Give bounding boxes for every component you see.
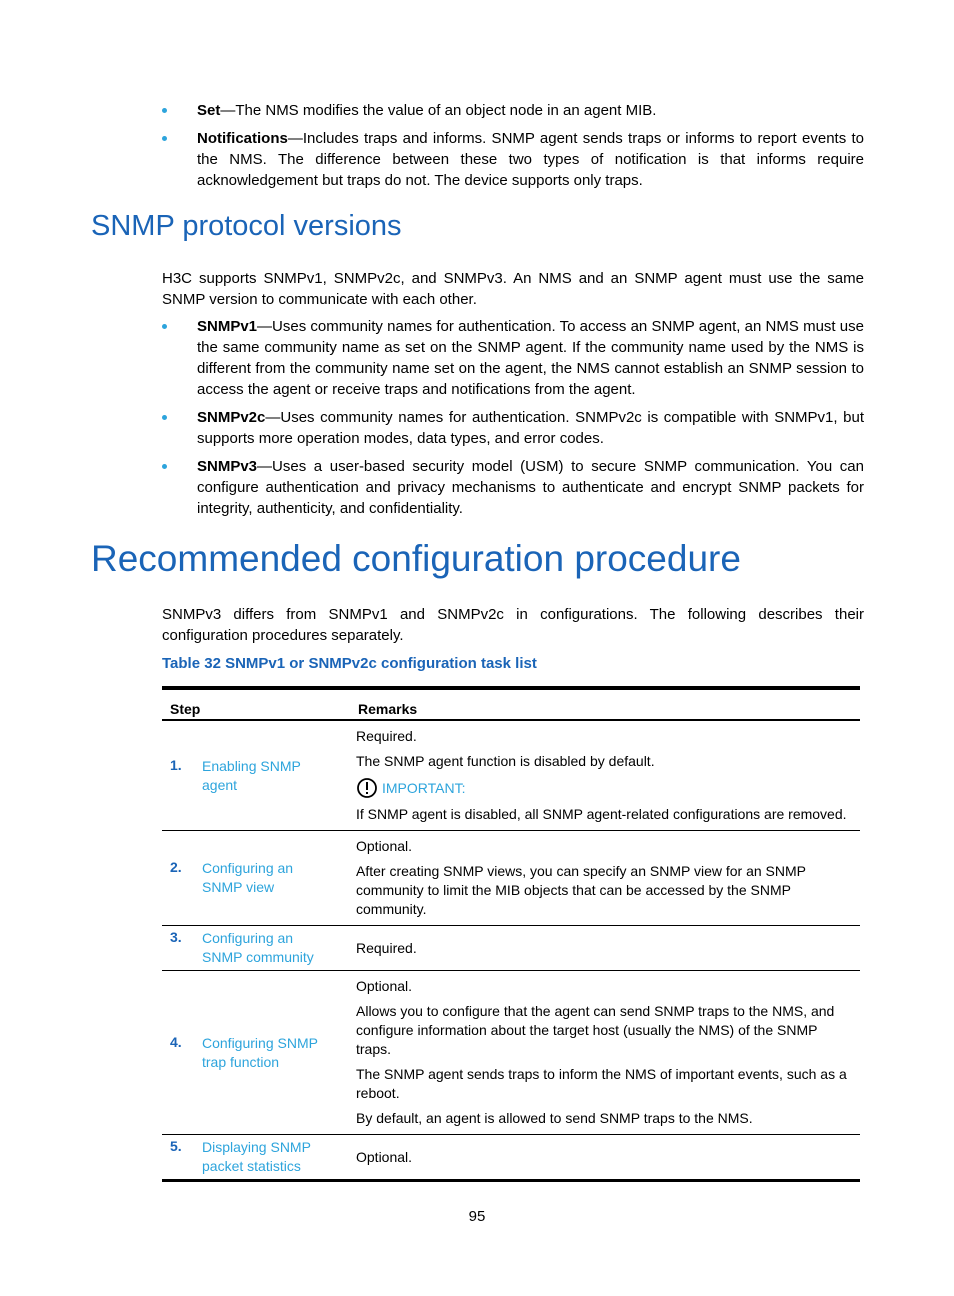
remark-text: Optional.: [356, 1148, 413, 1165]
bullet-term: SNMPv2c: [197, 409, 266, 426]
section2-intro: SNMPv3 differs from SNMPv1 and SNMPv2c in configurations. The following describes their configuration procedures separately.: [162, 606, 864, 644]
remark-text: The SNMP agent sends traps to inform the NMS of important events, such as a reboot.: [356, 1066, 847, 1101]
link-line: Enabling SNMP: [202, 757, 301, 774]
bullet-dot-icon: [162, 108, 167, 113]
table-row: [162, 720, 860, 831]
step-number: 3.: [170, 929, 182, 945]
bullet-text: —Uses community names for authentication. SNMPv2c is compatible with SNMPv1, but supports more operation modes, data types, and error codes.: [197, 409, 864, 447]
table-row: [162, 971, 860, 1135]
table-header-row: [162, 688, 860, 720]
remarks-cell: [348, 1135, 860, 1181]
step-number: 5.: [170, 1138, 182, 1154]
remark-text: Optional.: [356, 978, 413, 994]
list-item: [162, 407, 864, 449]
link-line: trap function: [202, 1053, 280, 1070]
link-line: packet statistics: [202, 1158, 301, 1174]
remark-text: Required.: [356, 939, 417, 956]
table-row: [162, 926, 860, 971]
step-number: 1.: [170, 756, 182, 773]
step-link-configuring-snmp-view[interactable]: [202, 859, 293, 897]
link-line: agent: [202, 776, 238, 793]
remark-text: Allows you to configure that the agent can send SNMP traps to the NMS, and configure information about the target host (usually the NMS) of the SNMP traps.: [356, 1003, 835, 1057]
task-table: [162, 686, 860, 1182]
bullet-dot-icon: [162, 324, 167, 329]
link-line: Configuring an: [202, 860, 294, 876]
remarks-cell: [348, 831, 860, 926]
bullet-term: Notifications: [197, 130, 288, 147]
column-header-remarks: Remarks: [348, 688, 860, 720]
list-item: [162, 100, 864, 121]
page-number: 95: [468, 1208, 486, 1225]
step-number: 4.: [170, 1033, 182, 1050]
bullet-text: —Uses a user-based security model (USM) to secure SNMP communication. You can configure authentication and privacy mechanisms to authenticate and encrypt SNMP packets for integrity, authenticity, and confidentiality.: [197, 458, 864, 517]
remark-text: If SNMP agent is disabled, all SNMP agent-related configurations are removed.: [356, 806, 847, 822]
step-number: 2.: [170, 859, 182, 875]
section-heading-snmp-versions: SNMP protocol versions: [91, 210, 402, 242]
link-line: Configuring an: [202, 930, 294, 946]
link-line: SNMP view: [202, 879, 275, 895]
step-cell: [162, 1135, 348, 1181]
link-line: SNMP community: [202, 949, 314, 965]
list-item: [162, 456, 864, 519]
step-link-displaying-snmp-packet-statistics[interactable]: [202, 1138, 311, 1176]
bullet-text: —Uses community names for authentication. To access an SNMP agent, an NMS must use the same community name as set on the SNMP agent. If the community name used by the NMS is different from the community name set on the agent, the NMS cannot establish an SNMP session to access the agent or receive traps and notifications from the agent.: [197, 318, 864, 398]
step-link-enabling-snmp-agent[interactable]: [202, 757, 301, 795]
bullet-text: —The NMS modifies the value of an object node in an agent MIB.: [220, 102, 657, 119]
step-cell: [162, 720, 348, 831]
section1-intro: H3C supports SNMPv1, SNMPv2c, and SNMPv3. An NMS and an SNMP agent must use the same SNMP version to communicate with each other.: [162, 270, 864, 308]
table-caption: Table 32 SNMPv1 or SNMPv2c configuration task list: [162, 655, 537, 672]
table-row: [162, 1135, 860, 1181]
top-bullet-list: [162, 100, 864, 198]
remark-text: Optional.: [356, 838, 413, 854]
remark-text: After creating SNMP views, you can specify an SNMP view for an SNMP community to limit the MIB objects that can be accessed by the SNMP community.: [356, 863, 806, 917]
remark-text: Required.: [356, 728, 417, 744]
section-heading-recommended-procedure: Recommended configuration procedure: [91, 538, 741, 579]
important-label: IMPORTANT:: [382, 780, 466, 796]
list-item: [162, 128, 864, 191]
step-cell: [162, 831, 348, 926]
version-bullet-list: [162, 316, 864, 526]
remarks-cell: [348, 720, 860, 831]
remarks-cell: [348, 926, 860, 971]
list-item: [162, 316, 864, 400]
bullet-dot-icon: [162, 415, 167, 420]
important-note: [356, 774, 852, 802]
remark-text: By default, an agent is allowed to send SNMP traps to the NMS.: [356, 1110, 753, 1126]
exclamation-circle-icon: [356, 777, 378, 799]
bullet-text: —Includes traps and informs. SNMP agent sends traps or informs to report events to the NMS. The difference between these two types of notification is that informs require acknowledgement but traps do not. The device supports only traps.: [197, 130, 864, 189]
column-header-step: Step: [162, 688, 348, 720]
bullet-term: SNMPv1: [197, 318, 258, 335]
remark-text: The SNMP agent function is disabled by default.: [356, 753, 655, 769]
step-cell: [162, 926, 348, 971]
step-cell: [162, 971, 348, 1135]
bullet-dot-icon: [162, 464, 167, 469]
bullet-term: SNMPv3: [197, 458, 258, 475]
step-link-configuring-snmp-trap-function[interactable]: [202, 1034, 318, 1072]
link-line: Configuring SNMP: [202, 1034, 318, 1051]
link-line: Displaying SNMP: [202, 1139, 311, 1155]
step-link-configuring-snmp-community[interactable]: [202, 929, 314, 967]
bullet-term: Set: [197, 102, 221, 119]
remarks-cell: [348, 971, 860, 1135]
bullet-dot-icon: [162, 136, 167, 141]
table-row: [162, 831, 860, 926]
